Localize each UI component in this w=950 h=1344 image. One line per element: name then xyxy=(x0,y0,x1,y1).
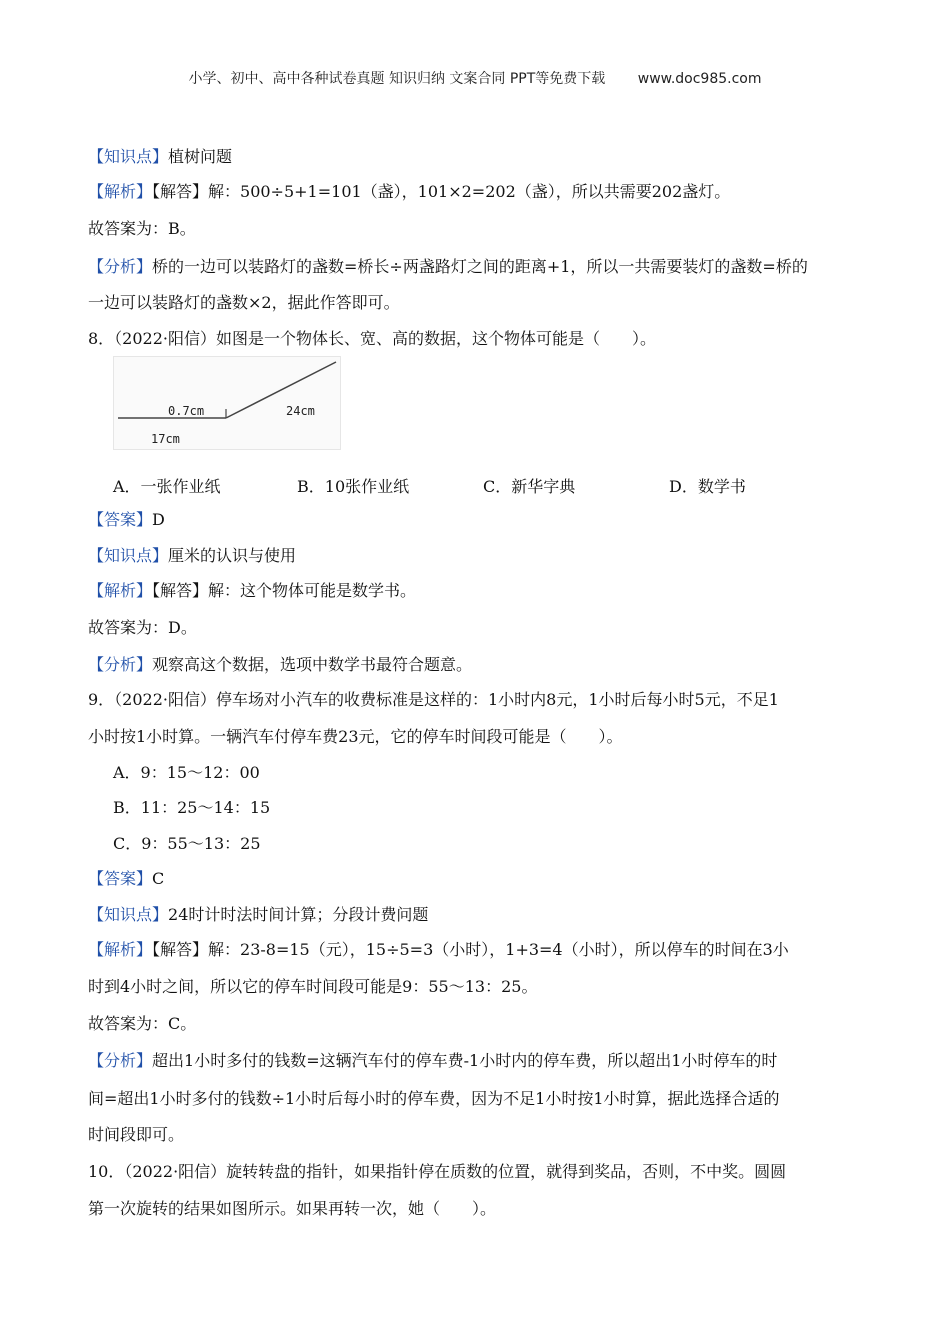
q8-fenxi: 观察高这个数据，选项中数学书最符合题意。 xyxy=(152,655,473,674)
q8-jiexi: 【解答】解：这个物体可能是数学书。 xyxy=(152,581,417,600)
q9-option-b: B．11：25～14：15 xyxy=(113,798,271,817)
q9-option-c: C．9：55～13：25 xyxy=(113,834,261,853)
q7-conclusion: 故答案为：B。 xyxy=(88,219,196,238)
q8-stem: 8．（2022·阳信）如图是一个物体长、宽、高的数据，这个物体可能是（ ）。 xyxy=(88,329,656,348)
q7-analysis-line xyxy=(88,181,730,203)
q8-option-c: C．新华字典 xyxy=(483,477,576,496)
q9-jiexi-1: 【解答】解：23-8=15（元），15÷5=3（小时），1+3=4（小时），所以停车的时间在3小 xyxy=(152,940,789,959)
q8-option-d: D．数学书 xyxy=(669,477,746,496)
q7-fenxi-1: 桥的一边可以装路灯的盏数=桥长÷两盏路灯之间的距离+1，所以一共需要装灯的盏数=桥的 xyxy=(152,257,808,276)
q8-option-b: B．10张作业纸 xyxy=(297,477,410,496)
book-slant-line xyxy=(226,362,336,418)
q9-analysis-line-1 xyxy=(88,939,789,961)
q9-fenxi-line-2: 间=超出1小时多付的钱数÷1小时后每小时的停车费，因为不足1小时按1小时算，据此选择合适的 xyxy=(88,1089,780,1108)
fenxi-tag: 【分析】 xyxy=(88,257,153,276)
q8-answer: D xyxy=(152,510,165,529)
q8-analysis-line xyxy=(88,580,416,602)
label-width: 17cm xyxy=(151,432,180,446)
fenxi-tag: 【分析】 xyxy=(88,1051,153,1070)
q9-fenxi-line-3: 时间段即可。 xyxy=(88,1125,185,1144)
q9-conclusion: 故答案为：C。 xyxy=(88,1014,197,1033)
q8-fenxi-line xyxy=(88,654,472,676)
q9-analysis-line-2: 时到4小时之间，所以它的停车时间段可能是9：55～13：25。 xyxy=(88,977,538,996)
label-height: 0.7cm xyxy=(168,404,205,418)
knowledge-tag: 【知识点】 xyxy=(88,905,169,924)
q9-knowledge-line xyxy=(88,904,428,926)
fenxi-tag: 【分析】 xyxy=(88,655,153,674)
q7-jiexi: 【解答】解：500÷5+1=101（盏），101×2=202（盏），所以共需要202盏灯。 xyxy=(152,182,731,201)
analysis-tag: 【解析】 xyxy=(88,581,153,600)
q9-fenxi-1: 超出1小时多付的钱数=这辆汽车付的停车费-1小时内的停车费，所以超出1小时停车的时 xyxy=(152,1051,778,1070)
knowledge-tag: 【知识点】 xyxy=(88,147,169,166)
q8-knowledge-line xyxy=(88,545,296,567)
q8-figure xyxy=(113,356,341,450)
page-header xyxy=(0,68,950,88)
knowledge-tag: 【知识点】 xyxy=(88,546,169,565)
q9-knowledge: 24时计时法时间计算；分段计费问题 xyxy=(168,905,429,924)
q7-knowledge-line xyxy=(88,146,232,168)
label-length: 24cm xyxy=(286,404,315,418)
q9-answer: C xyxy=(152,869,165,888)
q9-stem-line-2: 小时按1小时算。一辆汽车付停车费23元，它的停车时间段可能是（ ）。 xyxy=(88,727,623,746)
q10-stem-line-1: 10．（2022·阳信）旋转转盘的指针，如果指针停在质数的位置，就得到奖品，否则，不中奖。圆圆 xyxy=(88,1162,787,1181)
q8-option-a: A．一张作业纸 xyxy=(113,477,221,496)
q8-conclusion: 故答案为：D。 xyxy=(88,618,197,637)
q7-knowledge: 植树问题 xyxy=(168,147,233,166)
q9-answer-line xyxy=(88,868,164,890)
q10-stem-line-2: 第一次旋转的结果如图所示。如果再转一次，她（ ）。 xyxy=(88,1199,497,1218)
q9-stem-line-1: 9．（2022·阳信）停车场对小汽车的收费标准是这样的：1小时内8元，1小时后每小时5元，不足1 xyxy=(88,690,779,709)
q7-fenxi-line-1 xyxy=(88,256,808,278)
q8-answer-line xyxy=(88,509,165,531)
analysis-tag: 【解析】 xyxy=(88,182,153,201)
analysis-tag: 【解析】 xyxy=(88,940,153,959)
q9-option-a: A．9：15～12：00 xyxy=(113,763,260,782)
answer-tag: 【答案】 xyxy=(88,869,153,888)
q7-fenxi-line-2: 一边可以装路灯的盏数×2，据此作答即可。 xyxy=(88,293,400,312)
answer-tag: 【答案】 xyxy=(88,510,153,529)
header-site-link[interactable]: www.doc985.com xyxy=(637,71,762,87)
q9-fenxi-line-1 xyxy=(88,1050,777,1072)
q8-knowledge: 厘米的认识与使用 xyxy=(168,546,297,565)
header-text: 小学、初中、高中各种试卷真题 知识归纳 文案合同 PPT等免费下载 xyxy=(188,71,606,87)
